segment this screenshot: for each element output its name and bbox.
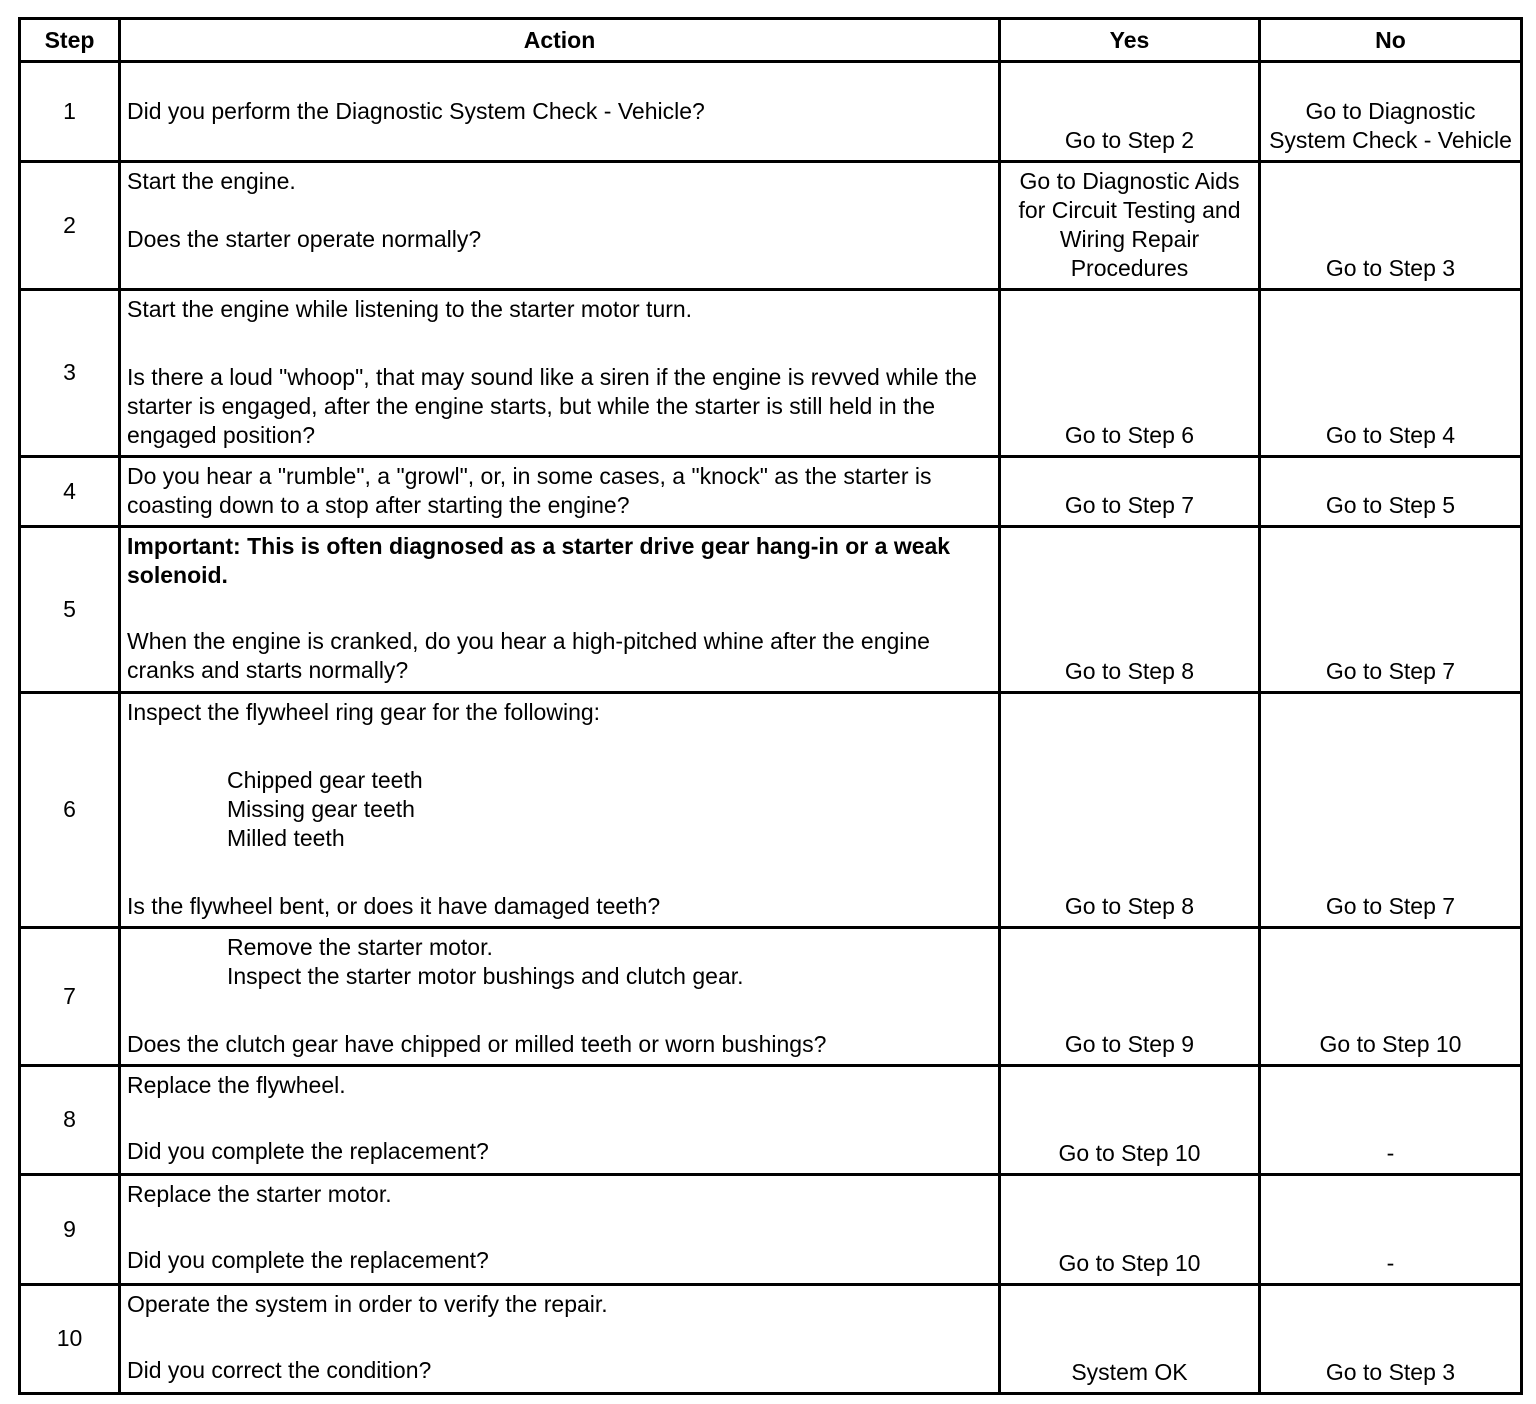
no-cell: Go to Step 5 [1260,457,1522,527]
step-number: 3 [20,290,120,457]
no-cell: Go to Step 7 [1260,693,1522,928]
action-question: Is there a loud "whoop", that may sound like a siren if the engine is revved while the starter is engaged, after the engine starts, but while the starter is still held in the engaged position? [127,364,984,448]
action-text: Start the engine. [127,168,296,194]
action-question: Did you complete the replacement? [127,1247,489,1273]
action-question: Does the starter operate normally? [127,226,482,252]
header-step: Step [20,19,120,62]
table-row [20,290,1522,457]
step-number: 4 [20,457,120,527]
step-number: 2 [20,162,120,290]
no-cell: Go to Step 3 [1260,162,1522,290]
header-action: Action [120,19,1000,62]
yes-cell: System OK [1000,1285,1260,1394]
action-cell [120,928,1000,1066]
table-row [20,928,1522,1066]
yes-cell: Go to Step 9 [1000,928,1260,1066]
action-text: Inspect the flywheel ring gear for the following: [127,699,601,725]
action-question: Did you complete the replacement? [127,1138,489,1164]
table-row [20,693,1522,928]
action-question: Did you correct the condition? [127,1357,432,1383]
yes-cell: Go to Step 10 [1000,1175,1260,1285]
list-item: Remove the starter motor. [227,934,493,960]
table-row [20,1066,1522,1175]
no-cell: Go to Step 7 [1260,527,1522,693]
action-cell [120,290,1000,457]
yes-cell: Go to Step 8 [1000,693,1260,928]
list-item: Milled teeth [227,825,345,851]
action-question: When the engine is cranked, do you hear a high-pitched whine after the engine cranks and starts normally? [127,628,937,683]
table-row [20,457,1522,527]
action-cell [120,162,1000,290]
header-no: No [1260,19,1522,62]
header-yes: Yes [1000,19,1260,62]
action-text: Replace the flywheel. [127,1072,346,1098]
action-question: Do you hear a "rumble", a "growl", or, in some cases, a "knock" as the starter is coasting down to a stop after starting the engine? [127,463,938,518]
table-row [20,162,1522,290]
table-row [20,1285,1522,1394]
step-number: 5 [20,527,120,693]
yes-cell: Go to Step 7 [1000,457,1260,527]
action-cell [120,527,1000,693]
no-cell: - [1260,1175,1522,1285]
yes-cell: Go to Diagnostic Aids for Circuit Testing and Wiring Repair Procedures [1000,162,1260,290]
action-question: Is the flywheel bent, or does it have damaged teeth? [127,893,661,919]
no-cell: Go to Step 3 [1260,1285,1522,1394]
important-note: Important: This is often diagnosed as a starter drive gear hang-in or a weak solenoid. [127,533,957,588]
step-number: 10 [20,1285,120,1394]
action-text: Did you perform the Diagnostic System Check - Vehicle? [127,97,705,124]
action-cell [120,1175,1000,1285]
action-text: Operate the system in order to verify the repair. [127,1291,608,1317]
header-row [20,19,1522,62]
step-number: 6 [20,693,120,928]
step-number: 1 [20,62,120,162]
action-cell [120,1066,1000,1175]
step-number: 9 [20,1175,120,1285]
table-row [20,527,1522,693]
list-item: Chipped gear teeth [227,767,423,793]
no-cell: Go to Step 10 [1260,928,1522,1066]
yes-cell: Go to Step 8 [1000,527,1260,693]
action-cell [120,62,1000,162]
action-cell [120,1285,1000,1394]
action-cell [120,693,1000,928]
action-text: Replace the starter motor. [127,1181,392,1207]
table-row [20,1175,1522,1285]
action-text: Start the engine while listening to the starter motor turn. [127,296,693,322]
list-item: Inspect the starter motor bushings and clutch gear. [227,963,744,989]
no-cell: Go to Diagnostic System Check - Vehicle [1260,62,1522,162]
table-row [20,62,1522,162]
yes-cell: Go to Step 2 [1000,62,1260,162]
step-number: 7 [20,928,120,1066]
no-cell: - [1260,1066,1522,1175]
diagnostic-table [18,17,1523,1395]
action-question: Does the clutch gear have chipped or milled teeth or worn bushings? [127,1031,827,1057]
yes-cell: Go to Step 10 [1000,1066,1260,1175]
step-number: 8 [20,1066,120,1175]
yes-cell: Go to Step 6 [1000,290,1260,457]
action-cell [120,457,1000,527]
no-cell: Go to Step 4 [1260,290,1522,457]
list-item: Missing gear teeth [227,796,415,822]
